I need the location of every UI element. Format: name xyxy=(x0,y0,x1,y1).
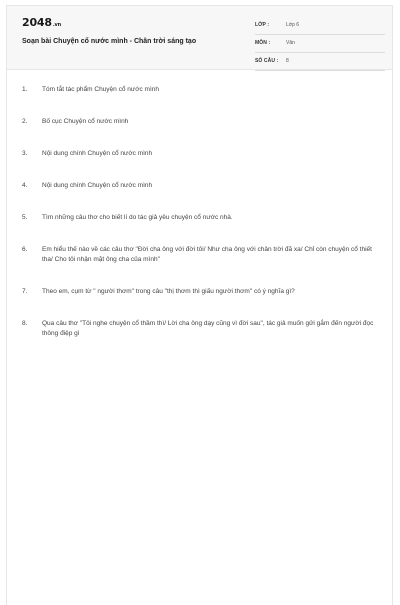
meta-row-class xyxy=(255,19,385,35)
worksheet xyxy=(6,5,393,605)
question-list xyxy=(22,85,382,339)
logo-domain: .vn xyxy=(52,22,61,28)
question-number: 4. xyxy=(22,182,28,189)
question-text: Theo em, cụm từ " người thơm" trong câu "thị thơm thì giấu người thơm" có ý nghĩa gì? xyxy=(42,288,295,295)
question-number: 7. xyxy=(22,288,28,295)
site-logo[interactable] xyxy=(22,16,61,32)
question-item xyxy=(22,287,382,297)
meta-value: Lớp 6 xyxy=(286,22,300,28)
meta-row-question-count xyxy=(255,55,385,71)
question-text: Tóm tắt tác phẩm Chuyện cổ nước mình xyxy=(42,86,159,93)
worksheet-header xyxy=(7,6,392,70)
page-title: Soạn bài Chuyện cổ nước mình - Chân trời sáng tạo xyxy=(22,38,197,45)
question-item xyxy=(22,213,382,223)
question-item xyxy=(22,117,382,127)
meta-row-subject xyxy=(255,37,385,53)
question-number: 3. xyxy=(22,150,28,157)
question-text: Bố cục Chuyện cổ nước mình xyxy=(42,118,129,125)
question-item xyxy=(22,319,382,339)
question-number: 1. xyxy=(22,86,28,93)
worksheet-meta xyxy=(255,19,385,73)
question-text: Qua câu thơ "Tôi nghe chuyện cổ thầm thì/ Lời cha ông dạy cũng vì đời sau", tác giả muốn gửi gắm đến người đọc thông điệp gì xyxy=(42,320,374,337)
meta-value: Văn xyxy=(286,40,295,46)
question-text: Tìm những câu thơ cho biết lí do tác giả yêu chuyện cổ nước nhà. xyxy=(42,214,233,221)
question-number: 2. xyxy=(22,118,28,125)
question-text: Nội dung chính Chuyện cổ nước mình xyxy=(42,182,153,189)
question-item xyxy=(22,85,382,95)
question-text: Nội dung chính Chuyện cổ nước mình xyxy=(42,150,153,157)
logo-number: 2048 xyxy=(22,16,52,29)
question-item xyxy=(22,149,382,159)
meta-label: LỚP : xyxy=(255,22,270,28)
meta-value: 8 xyxy=(286,58,289,64)
meta-label: MÔN : xyxy=(255,40,271,46)
question-number: 5. xyxy=(22,214,28,221)
question-number: 8. xyxy=(22,320,28,327)
meta-label: SỐ CÂU : xyxy=(255,58,279,64)
question-text: Em hiểu thế nào về các câu thơ "Đời cha ông với đời tôi/ Như cha ông với chân trời đã xa/ Chỉ còn chuyện cổ thiết tha/ Cho tôi nhận mặt ông cha của mình" xyxy=(42,246,372,263)
question-item xyxy=(22,245,382,265)
question-number: 6. xyxy=(22,246,28,253)
question-item xyxy=(22,181,382,191)
